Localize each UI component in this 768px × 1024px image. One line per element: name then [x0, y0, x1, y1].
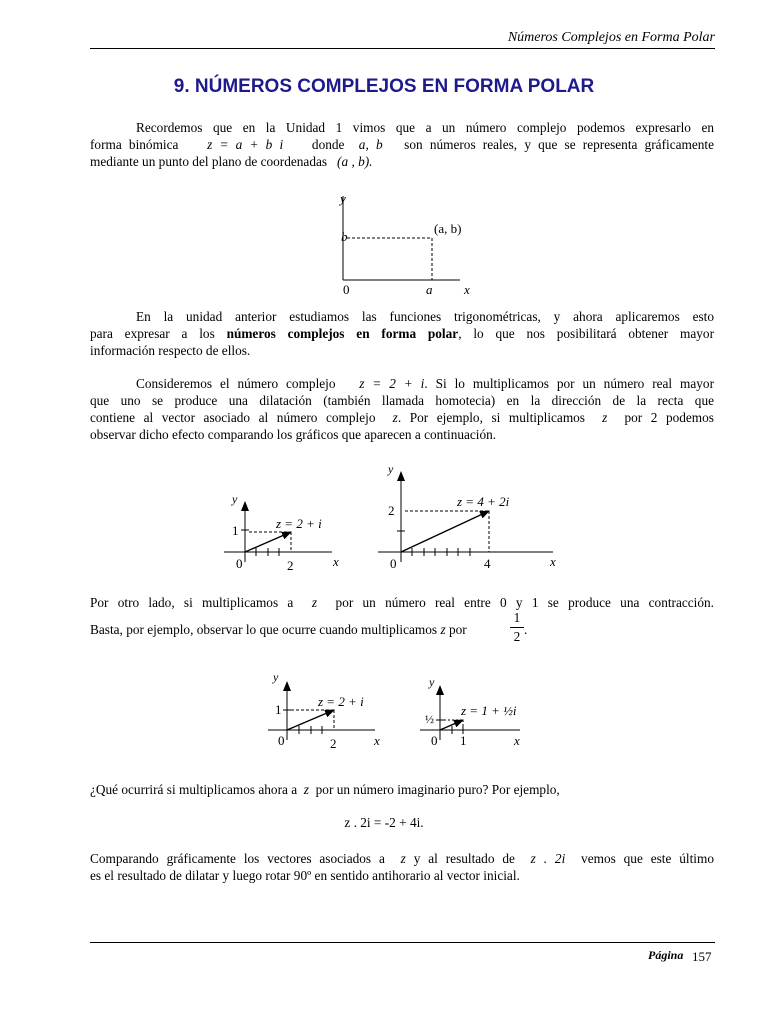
- x-axis-label: x: [374, 733, 380, 748]
- vector-arrow: [401, 511, 489, 552]
- paragraph-dilation-line-2: que uno se produce una dilatación (también llamada homotecia) en la dirección de la recta que: [90, 393, 714, 408]
- fraction-bar: [510, 627, 524, 628]
- paragraph-intro-line-1: Recordemos que en la Unidad 1 vimos que a un número complejo podemos expresarlo en: [136, 120, 714, 135]
- figure-contraction: [265, 670, 535, 755]
- graph-z-2-plus-i: [224, 492, 339, 573]
- vector-label: z = 4 + 2i: [457, 494, 510, 509]
- y-axis-label: y: [388, 462, 394, 476]
- paragraph-contraction: [90, 594, 714, 611]
- x-axis-label: x: [333, 554, 339, 569]
- paragraph-dilation-line-1: Consideremos el número complejo z = 2 + i. Si lo multiplicamos por un número real mayor: [136, 376, 715, 391]
- paragraph-contraction-line-2: Basta, por ejemplo, observar lo que ocurre cuando multiplicamos z por: [90, 622, 467, 637]
- figure-dilation: [220, 462, 580, 577]
- vector-label: z = 2 + i: [276, 516, 322, 531]
- paragraph-intro: [90, 119, 714, 170]
- y-tick-label: 2: [388, 503, 395, 518]
- paragraph-rotation-line-1: Comparando gráficamente los vectores asociados a z y al resultado de z . 2i vemos que este último: [90, 851, 714, 866]
- y-axis-label: y: [340, 191, 346, 206]
- paragraph-contraction-period: .: [524, 622, 528, 637]
- paragraph-polar-intro: [90, 308, 714, 359]
- paragraph-contraction-line-1: Por otro lado, si multiplicamos a z por un número real entre 0 y 1 se produce una contracción.: [90, 595, 714, 610]
- paragraph-rotation: [90, 850, 714, 884]
- paragraph-imaginary-question: ¿Qué ocurrirá si multiplicamos ahora a z por un número imaginario puro? Por ejemplo,: [90, 782, 560, 797]
- equation-z-times-2i: z . 2i = -2 + 4i.: [344, 815, 424, 830]
- paragraph-polar-line-1: En la unidad anterior estudiamos las funciones trigonométricas, y ahora aplicaremos esto: [136, 309, 714, 324]
- y-tick-label: 1: [275, 702, 282, 717]
- x-axis-label: x: [514, 733, 520, 748]
- paragraph-intro-line-2: forma binómica z = a + b i donde a, b son números reales, y que se representa gráficamente: [90, 137, 714, 152]
- graph-z-2-plus-i-small: [268, 670, 380, 751]
- vector-label: z = 1 + ½i: [461, 703, 517, 718]
- y-tick-label: 1: [232, 523, 239, 538]
- running-header: Números Complejos en Forma Polar: [507, 30, 715, 45]
- figure-point-ab: [330, 188, 490, 298]
- footer-rule: [90, 942, 715, 943]
- paragraph-dilation-line-3: contiene al vector asociado al número complejo z. Por ejemplo, si multiplicamos z por 2 podemos: [90, 410, 714, 425]
- paragraph-polar-line-3: información respecto de ellos.: [90, 343, 251, 358]
- origin-label: 0: [431, 733, 438, 748]
- y-axis-label: y: [273, 670, 279, 684]
- footer-page-label: Página: [648, 948, 684, 962]
- footer-page-number: 157: [692, 949, 712, 964]
- paragraph-dilation-line-4: observar dicho efecto comparando los gráficos que aparecen a continuación.: [90, 427, 497, 442]
- graph-z-1-plus-half-i: [420, 675, 520, 748]
- page-title: 9. NÚMEROS COMPLEJOS EN FORMA POLAR: [173, 76, 595, 97]
- fraction-numerator: 1: [513, 610, 521, 625]
- x-tick-label: 1: [460, 733, 467, 748]
- fraction-one-half: [510, 610, 524, 645]
- vector-label: z = 2 + i: [318, 694, 364, 709]
- origin-label: 0: [236, 556, 243, 571]
- fraction-denominator: 2: [513, 629, 521, 644]
- paragraph-polar-line-2: para expresar a los números complejos en forma polar, lo que nos posibilitará obtener mayor: [90, 326, 714, 341]
- x-tick-label: 4: [484, 556, 491, 571]
- paragraph-intro-line-3: mediante un punto del plano de coordenadas (a , b).: [90, 154, 373, 169]
- x-axis-label: x: [550, 554, 556, 569]
- origin-label: 0: [278, 733, 285, 748]
- paragraph-dilation: [90, 375, 714, 443]
- origin-label: 0: [343, 282, 350, 297]
- b-label: b: [341, 229, 348, 244]
- paragraph-rotation-line-2: es el resultado de dilatar y luego rotar 90º en sentido antihorario al vector inicial.: [90, 868, 520, 883]
- y-tick-label: ½: [425, 712, 434, 726]
- a-label: a: [426, 282, 433, 297]
- header-rule: [90, 48, 715, 49]
- point-label: (a, b): [434, 221, 462, 236]
- x-axis-label: x: [464, 282, 470, 297]
- y-axis-label: y: [429, 675, 435, 689]
- x-tick-label: 2: [330, 736, 337, 751]
- y-axis-label: y: [232, 492, 238, 506]
- graph-z-4-plus-2i: [378, 462, 556, 571]
- origin-label: 0: [390, 556, 397, 571]
- x-tick-label: 2: [287, 558, 294, 573]
